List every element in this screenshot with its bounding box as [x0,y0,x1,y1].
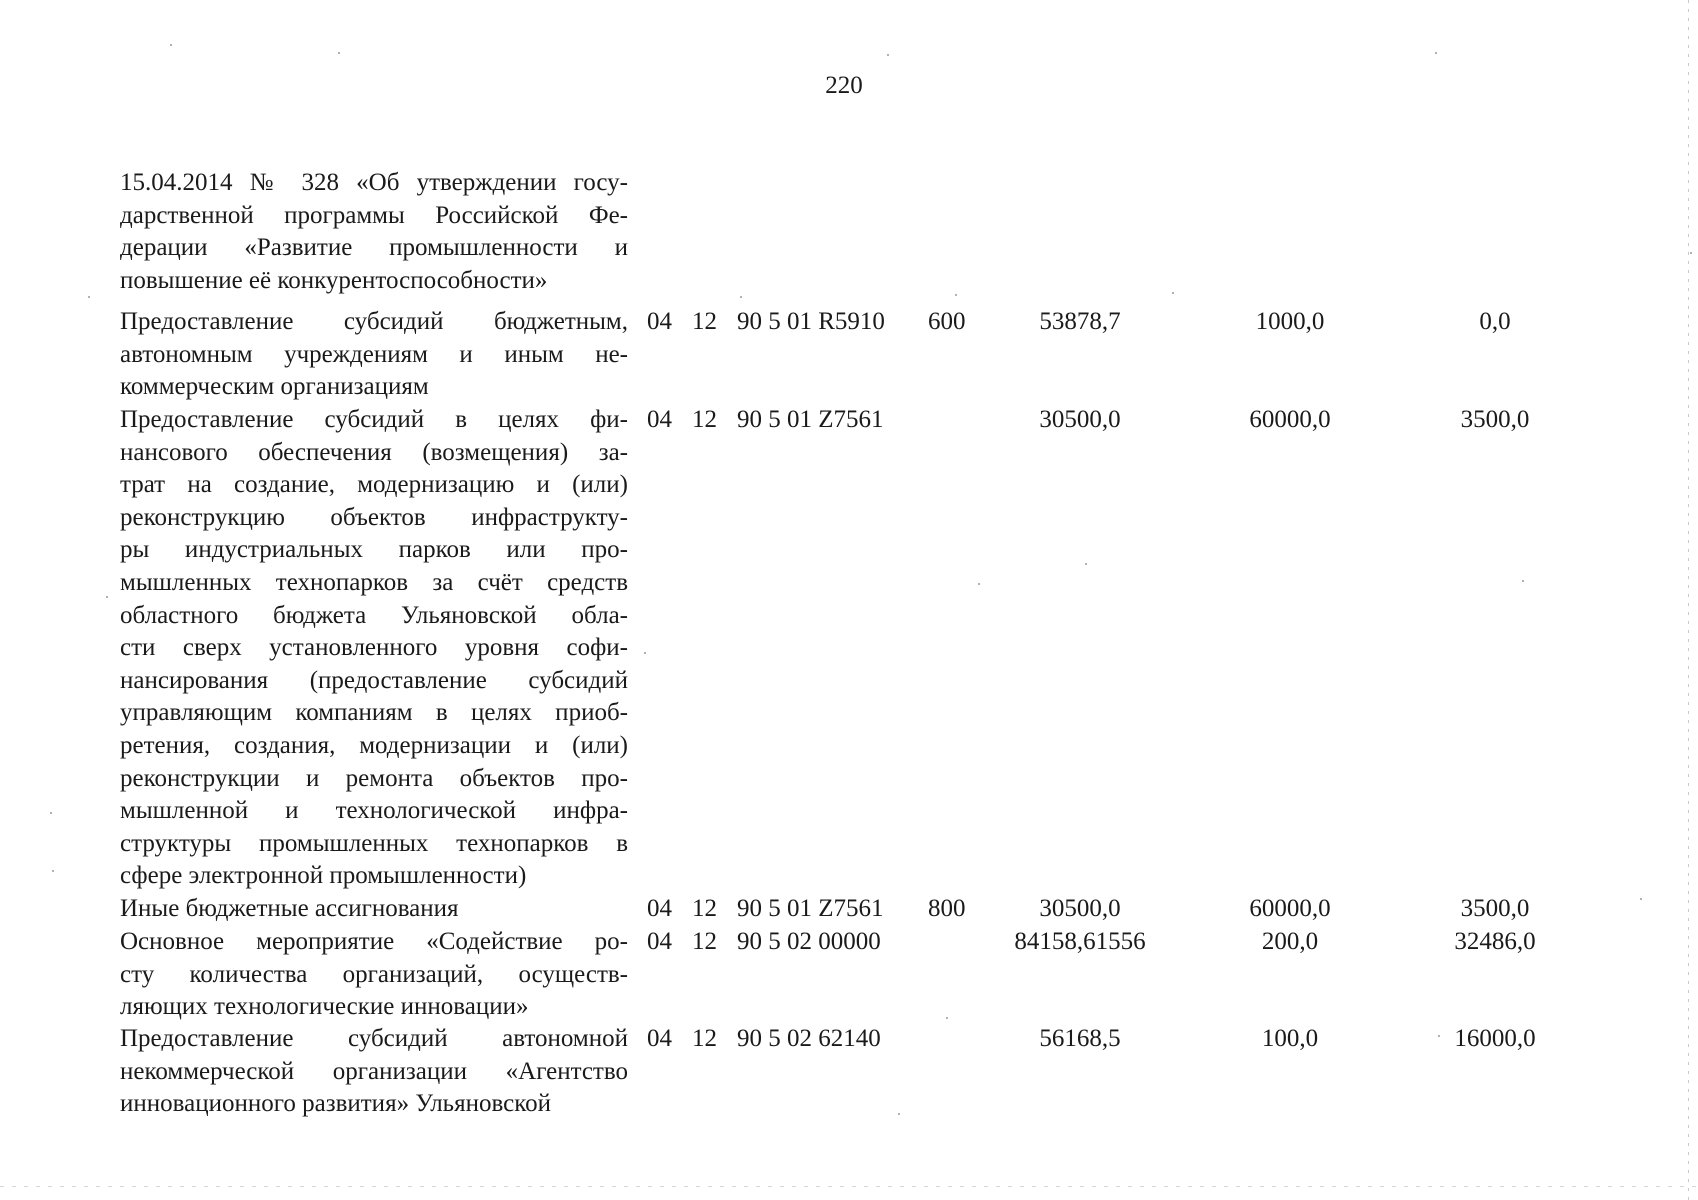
description-line: коммерческим организациям [120,373,429,401]
description-line: ры индустриальных парков или про- [120,536,628,564]
description-line: Основное мероприятие «Содействие ро- [120,928,628,955]
description-line: Предоставление субсидий бюджетным, [120,308,628,335]
description-line: реконструкции и ремонта объектов про- [120,764,628,792]
section-code: 04 [647,406,672,433]
description-line: повышение её конкурентоспособности» [120,266,548,294]
scan-speck [88,296,90,298]
amount-year-1: 84158,61556 [1014,928,1146,955]
scan-speck [50,812,52,814]
target-article-code: 90 5 01 Z7561 [737,406,884,433]
description-line: дарственной программы Российской Фе- [120,201,628,229]
description-line: ретения, создания, модернизации и (или) [120,731,628,759]
description-line: сти сверх установленного уровня софи- [120,634,628,662]
scan-speck [644,652,646,654]
scan-speck [1522,580,1524,582]
row-description [120,926,628,1024]
description-line: дерации «Развитие промышленности и [120,234,628,262]
scan-speck [887,54,889,56]
section-code: 04 [647,1025,672,1052]
description-line: мышленной и технологической инфра- [120,797,628,825]
description-line: инновационного развития» Ульяновской [120,1090,551,1118]
amount-year-1: 30500,0 [1039,895,1121,922]
scan-bottom-line [0,1186,1698,1187]
amount-year-3: 16000,0 [1454,1025,1536,1052]
row-description [120,167,628,297]
expense-type-code: 800 [928,895,966,922]
amount-year-3: 0,0 [1479,308,1511,335]
amount-year-2: 60000,0 [1249,895,1331,922]
scan-speck [1438,1035,1440,1037]
description-line: автономным учреждениям и иным не- [120,340,628,368]
scan-speck [1640,898,1642,900]
section-code: 04 [647,895,672,922]
amount-year-2: 1000,0 [1255,308,1325,335]
row-description [120,306,628,404]
amount-year-1: 56168,5 [1039,1025,1121,1052]
scan-speck [1085,563,1087,565]
scan-speck [106,596,108,598]
page-number-text: 220 [825,72,863,99]
scan-speck [978,583,980,585]
description-line: ляющих технологические инновации» [120,993,529,1021]
description-line: областного бюджета Ульяновской обла- [120,601,628,629]
description-line: Предоставление субсидий автономной [120,1025,628,1052]
amount-year-1: 53878,7 [1039,308,1121,335]
description-line: некоммерческой организации «Агентство [120,1057,628,1085]
target-article-code: 90 5 02 00000 [737,928,881,955]
description-line: нансового обеспечения (возмещения) за- [120,438,628,466]
amount-year-2: 100,0 [1261,1025,1319,1052]
description-line: Иные бюджетные ассигнования [120,895,459,922]
row-description [120,404,628,893]
section-code: 04 [647,308,672,335]
scan-speck [1435,52,1437,54]
scan-speck [946,1017,948,1019]
scan-speck [170,44,172,46]
target-article-code: 90 5 01 R5910 [737,308,885,335]
page-number [0,72,1698,100]
amount-year-1: 30500,0 [1039,406,1121,433]
subsection-code: 12 [692,895,717,922]
scan-speck [898,1113,900,1115]
description-line: сту количества организаций, осуществ- [120,960,628,988]
amount-year-3: 3500,0 [1460,406,1530,433]
target-article-code: 90 5 02 62140 [737,1025,881,1052]
scan-speck [1690,252,1692,254]
row-description [120,893,628,926]
description-line: мышленных технопарков за счёт средств [120,568,628,596]
description-line: трат на создание, модернизацию и (или) [120,471,628,499]
row-description [120,1023,628,1121]
description-line: сфере электронной промышленности) [120,862,527,890]
subsection-code: 12 [692,1025,717,1052]
scan-speck [52,870,54,872]
section-code: 04 [647,928,672,955]
target-article-code: 90 5 01 Z7561 [737,895,884,922]
description-line: реконструкцию объектов инфраструкту- [120,503,628,531]
scan-speck [740,296,742,298]
description-line: Предоставление субсидий в целях фи- [120,406,628,433]
description-line: нансирования (предоставление субсидий [120,666,628,694]
amount-year-3: 3500,0 [1460,895,1530,922]
scan-speck [955,294,957,296]
description-line: управляющим компаниям в целях приоб- [120,699,628,727]
subsection-code: 12 [692,308,717,335]
amount-year-2: 60000,0 [1249,406,1331,433]
scan-edge-line [1688,0,1689,1200]
amount-year-3: 32486,0 [1454,928,1536,955]
scan-speck [1172,292,1174,294]
subsection-code: 12 [692,406,717,433]
expense-type-code: 600 [928,308,966,335]
description-line: 15.04.2014 № 328 «Об утверждении госу- [120,169,628,196]
subsection-code: 12 [692,928,717,955]
scan-speck [338,52,340,54]
description-line: структуры промышленных технопарков в [120,829,628,857]
amount-year-2: 200,0 [1261,928,1319,955]
